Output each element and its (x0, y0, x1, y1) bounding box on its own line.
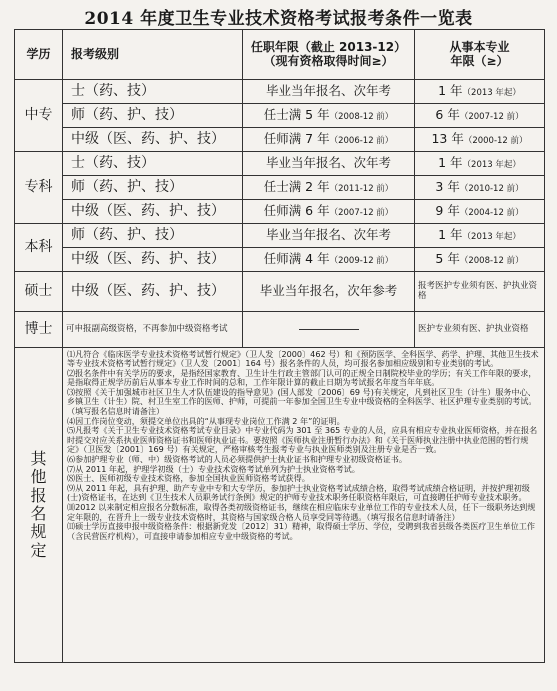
requirement-cell (243, 128, 415, 152)
requirement-cell (243, 176, 415, 200)
yrs-date: （2007-12 前） (459, 112, 524, 123)
level-cell: 师（药、护、技） (63, 224, 243, 248)
rule-item: ⑺从 2011 年起，护理学初级（士）专业技术资格考试单列为护士执业资格考试。 (67, 463, 360, 474)
requirement-cell (243, 80, 415, 104)
yrs-text: 5 年 (435, 251, 460, 267)
note-cell: 报考医护专业须有医、护执业资格 (415, 272, 545, 312)
header-req-line1: 任职年限（截止 2013-12） (250, 39, 407, 54)
requirement-cell (243, 152, 415, 176)
header-row (15, 30, 545, 80)
req-date: （2006-12 前） (329, 136, 394, 147)
level-cell: 中级（医、药、护、技） (63, 272, 243, 312)
requirements-table (14, 29, 545, 663)
yrs-text: 3 年 (435, 179, 460, 195)
edu-cell: 本科 (15, 224, 63, 272)
table-row (15, 104, 545, 128)
req-date: （2011-12 前） (329, 184, 394, 195)
years-cell (415, 104, 545, 128)
years-cell (415, 152, 545, 176)
edu-cell: 专科 (15, 152, 63, 224)
level-cell: 师（药、护、技） (63, 104, 243, 128)
requirement-cell: 毕业当年报名，次年参考 (243, 272, 415, 312)
header-years (415, 30, 545, 80)
table-row-doctor (15, 312, 545, 348)
requirement-cell (243, 248, 415, 272)
level-note-cell: 可申报副高级资格，不再参加中级资格考试 (63, 312, 243, 348)
rule-item: ⑻医士、医师初级专业技术资格，参加全国执业医师资格考试获得。 (67, 473, 310, 484)
rule-item: ⑶按照《关于加强城市社区卫生人才队伍建设的指导意见》(国人部发〔2006〕69 号)有关规定，凡到社区卫生（计生）服务中心、乡镇卫生（计生）院、村卫生室工作的医师、护师，可提前一年参加全国卫生专业中级资格的全科医学、社区护理专业类别的考试。（填写报名信息时请备注） (67, 387, 537, 416)
req-date: （2007-12 前） (329, 208, 394, 219)
req-text: 任师满 4 年 (263, 251, 330, 267)
header-yrs-line1: 从事本专业 (449, 39, 510, 54)
req-date: （2008-12 前） (329, 112, 394, 123)
rule-item: ⑵报名条件中有关学历的要求，是指经国家教育、卫生计生行政主管部门认可的正规全日制院校毕业的学历；有关工作年限的要求，是指取得正规学历前后从事本专业工作时间的总和，工作年限计算的截止日期为考试报名年度当年年底。 (67, 368, 537, 388)
yrs-text: 13 年 (431, 131, 464, 147)
years-cell (415, 200, 545, 224)
edu-cell: 硕士 (15, 272, 63, 312)
years-cell (415, 248, 545, 272)
yrs-text: 1 年 (438, 155, 463, 171)
rule-item: ⑽2012 以来制定相应报名分数标准，取得各类初级资格证书，继续在相应临床专业单位工作的专业技术人员，任下一级职务达到规定年限的，在晋升上一级专业技术资格时，其资格与国家级合格人员享受同等待遇。（填写报名信息时请备注） (67, 502, 536, 522)
header-level: 报考级别 (63, 30, 243, 80)
page-title: 2014 年度卫生专业技术资格考试报考条件一览表 (84, 9, 473, 29)
label-char: 定 (30, 540, 47, 560)
yrs-text: 1 年 (438, 83, 463, 99)
requirement-cell (243, 200, 415, 224)
level-cell: 士（药、技） (63, 152, 243, 176)
header-req-line2: （现有资格取得时间≥） (263, 53, 394, 68)
rule-item: ⑸凡报考《关于卫生专业技术资格考试专业目录》中专业代码为 301 至 365 专业的人员，应具有相应专业执业医师资格，并在报名时提交对应关系执业医师资格证书和医师执业证书。要按照《医师执业注册暂行办法》和《关于医师执业注册中执业范围的暂行规定》（卫医发〔2001〕169 号）有关规定，严格审核考生报考专业与执业医师类别及注册专业是否一致。 (67, 425, 538, 454)
yrs-date: （2013 年起） (462, 88, 521, 99)
yrs-text: 1 年 (438, 227, 463, 243)
table-row (15, 248, 545, 272)
header-edu: 学历 (15, 30, 63, 80)
req-text: 毕业当年报名、次年考 (265, 155, 391, 171)
yrs-date: （2013 年起） (462, 232, 521, 243)
years-cell (415, 80, 545, 104)
level-cell: 中级（医、药、护、技） (63, 248, 243, 272)
years-cell (415, 128, 545, 152)
other-rules-text (63, 348, 545, 663)
rule-item: ⑴凡符合《临床医学专业技术资格考试暂行规定》（卫人发〔2000〕462 号）和《预防医学、全科医学、药学、护理、其他卫生技术等专业技术资格考试暂行规定》（卫人发〔2001〕164 号）报名条件的人员，均可报名参加相应级别和专业类别的考试。 (67, 349, 539, 369)
req-date: （2009-12 前） (329, 256, 394, 267)
yrs-date: （2008-12 前） (459, 256, 524, 267)
rule-item: ⑷因工作岗位变动，须提交单位出具的“从事现专业岗位工作满 2 年”的证明。 (67, 415, 345, 426)
yrs-text: 9 年 (435, 203, 460, 219)
req-text: 任士满 2 年 (263, 179, 330, 195)
table-row (15, 152, 545, 176)
label-char: 其 (30, 448, 47, 468)
table-row (15, 224, 545, 248)
label-char: 规 (30, 522, 47, 542)
yrs-date: （2010-12 前） (459, 184, 524, 195)
label-char: 名 (30, 504, 47, 523)
req-text: 任士满 5 年 (263, 107, 330, 123)
edu-cell: 中专 (15, 80, 63, 152)
rule-item: ⑹参加护理专业（师、中）级资格考试的人员必须提供护士执业证书和护理专业初级资格证书。 (67, 453, 407, 464)
req-text: 毕业当年报名、次年考 (265, 83, 391, 99)
label-char: 报 (30, 485, 47, 505)
header-yrs-line2: 年限（≥） (450, 53, 509, 68)
rule-item: ⑼从 2011 年起，具有护理、助产专业中专和大专学历，参加护士执业资格考试成绩合格，取得考试成绩合格证明，并按护理初级(士)资格证书，在达到《卫生技术人员职务试行条例》规定的护师专业技术职务任职资格年限后，可直接聘任护师专业技术职务。 (67, 483, 530, 503)
rule-item: ⑾硕士学历直接申报中级资格条件：根据新党发〔2012〕31）精神，取得硕士学历、学位，受聘到我省县级各类医疗卫生单位工作（含民营医疗机构），可直接申请参加相应专业中级资格的考试。 (67, 521, 535, 541)
label-char: 他 (30, 467, 47, 487)
yrs-date: （2004-12 前） (459, 208, 524, 219)
level-cell: 中级（医、药、护、技） (63, 200, 243, 224)
yrs-date: （2013 年起） (462, 160, 521, 171)
other-rules-label (15, 348, 63, 663)
table-row (15, 176, 545, 200)
level-cell: 中级（医、药、护、技） (63, 128, 243, 152)
req-text: 毕业当年报名、次年考 (265, 227, 391, 243)
yrs-date: （2000-12 前） (463, 136, 528, 147)
level-cell: 师（药、护、技） (63, 176, 243, 200)
table-row (15, 200, 545, 224)
years-cell (415, 224, 545, 248)
table-row (15, 80, 545, 104)
table-row-master (15, 272, 545, 312)
table-row (15, 128, 545, 152)
edu-cell: 博士 (15, 312, 63, 348)
requirement-cell (243, 224, 415, 248)
req-text: 任师满 6 年 (263, 203, 330, 219)
header-requirement (243, 30, 415, 80)
requirement-cell (243, 312, 415, 348)
note-cell: 医护专业须有医、护执业资格 (415, 312, 545, 348)
requirement-cell (243, 104, 415, 128)
years-cell (415, 176, 545, 200)
other-rules-row (15, 348, 545, 663)
req-text: 任师满 7 年 (263, 131, 330, 147)
yrs-text: 6 年 (435, 107, 460, 123)
dash-line (299, 329, 359, 330)
level-cell: 士（药、技） (63, 80, 243, 104)
